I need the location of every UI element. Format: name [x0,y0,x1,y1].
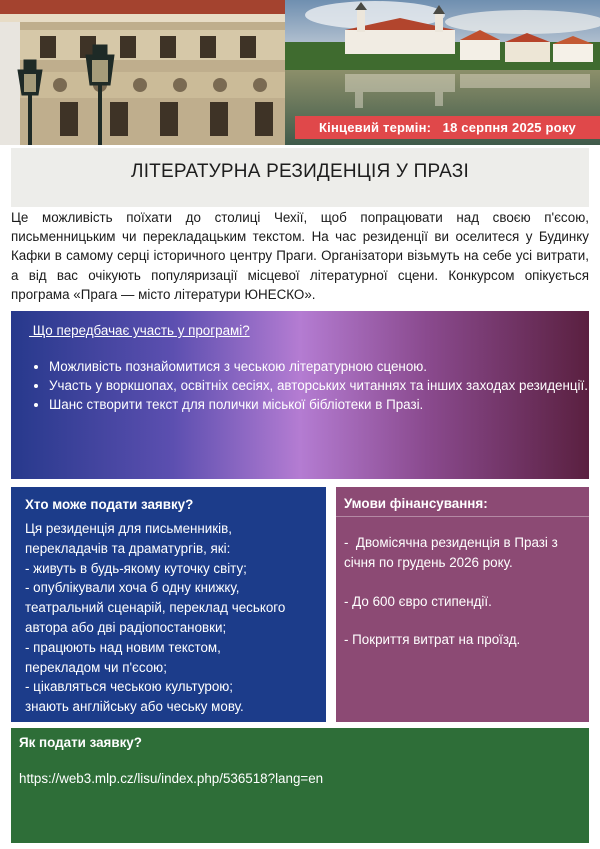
deadline-gap [431,120,442,135]
eligibility-line: перекладачів та драматургів, які: [25,540,231,556]
eligibility-line: - цікавляться чеською культурою; [25,679,234,695]
program-list [31,357,589,415]
funding-divider [336,516,589,517]
application-link[interactable]: https://web3.mlp.cz/lisu/index.php/536518?lang=en [19,771,324,786]
funding-item: - До 600 євро стипендії. [344,594,492,609]
funding-item: - Покриття витрат на проїзд. [344,632,521,647]
deadline-date: 18 серпня 2025 року [442,120,576,135]
page-title: ЛІТЕРАТУРНА РЕЗИДЕНЦІЯ У ПРАЗІ [131,161,469,182]
eligibility-line: - опублікували хоча б одну книжку, [25,580,240,596]
eligibility-box [11,487,326,722]
program-heading: Що передбачає участь у програмі? [29,323,250,338]
eligibility-line: Ця резиденція для письменників, [25,521,232,536]
how-to-apply-box [11,728,589,843]
deadline-banner [295,116,600,139]
program-item: • Шанс створити текст для полички міської бібліотеки в Празі. [49,395,589,414]
eligibility-line: - живуть в будь-якому куточку світу; [25,560,247,576]
funding-heading: Умови фінансування: [344,496,488,511]
intro-paragraph: Це можливість поїхати до столиці Чехії, щоб попрацювати над своєю п'єсою, письменницьким чи перекладацьким текстом. На час резиденції ви оселитеся у Будинку Кафки в самому серці історичного центру Праги. Організатори візьмуть на себе усі витрати, а від вас очікують популяризації місцевої літературної сцени. Конкурсом опікується програма «Прага — місто літератури ЮНЕСКО». [11,210,589,302]
deadline-label: Кінцевий термін: [319,120,432,135]
program-item: • Можливість познайомитися з чеською літературною сценою. [49,357,589,376]
program-item: • Участь у воркшопах, освітніх сесіях, авторських читаннях та інших заходах резиденції. [49,376,589,395]
eligibility-line: - працюють над новим текстом, [25,639,221,655]
program-section [11,311,589,479]
eligibility-heading: Хто може подати заявку? [25,497,194,512]
eligibility-line: перекладом чи п'єсою; [25,659,167,675]
how-to-apply-heading: Як подати заявку? [19,735,142,750]
funding-box [336,487,589,722]
eligibility-text [25,519,320,717]
title-box [11,148,589,207]
eligibility-line: театральний сценарій, переклад чеського [25,600,286,616]
funding-item: - Двомісячна резиденція в Празі з січня по грудень 2026 року. [344,535,562,570]
eligibility-line: автора або дві радіопостановки; [25,619,227,635]
photo-prague-facade [0,0,285,145]
eligibility-line: знають англійську або чеську мову. [25,699,244,715]
